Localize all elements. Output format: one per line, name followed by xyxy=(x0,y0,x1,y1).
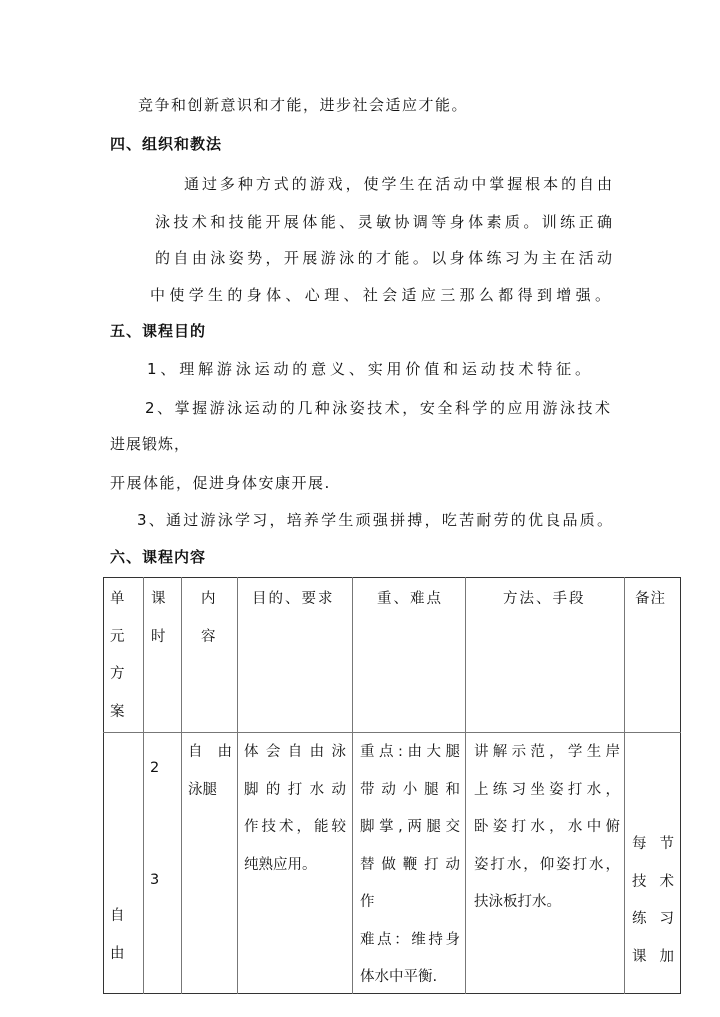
row-note xyxy=(632,826,674,976)
row-method-line: 卧姿打水，水中俯 xyxy=(474,819,620,835)
row-key-line: 体水中平衡. xyxy=(360,969,438,985)
goal-item-2-cont2: 开展体能，促进身体安康开展. xyxy=(110,474,331,492)
divider xyxy=(352,577,353,994)
row-key-line: 替做鞭打动 xyxy=(360,856,460,873)
header-hours-char: 时 xyxy=(151,628,166,645)
header-unit xyxy=(110,581,125,731)
row-goal xyxy=(244,734,346,884)
row-note-line: 课 加 xyxy=(632,948,674,965)
row-goal-line: 纯熟应用。 xyxy=(244,856,317,873)
row-unit xyxy=(110,898,125,973)
row-hours-2: 3 xyxy=(150,872,160,888)
goal-item-2-cont: 进展锻炼， xyxy=(110,435,191,453)
divider xyxy=(143,577,144,994)
header-goal: 目的、要求 xyxy=(252,591,335,607)
section4-line: 的自由泳姿势，开展游泳的才能。以身体练习为主在活动 xyxy=(155,249,612,267)
header-unit-char: 案 xyxy=(110,703,125,720)
section4-heading: 四、组织和教法 xyxy=(110,135,223,153)
row-goal-line: 作技术，能较 xyxy=(244,819,346,835)
row-note-line: 技 术 xyxy=(632,873,674,890)
row-key-line: 作 xyxy=(360,894,375,910)
header-note: 备注 xyxy=(635,591,666,607)
row-unit-char: 由 xyxy=(110,945,125,962)
row-goal-line: 体会自由泳 xyxy=(244,744,346,760)
row-method-line: 扶泳板打水。 xyxy=(474,894,561,910)
row-method-line: 讲解示范，学生岸 xyxy=(474,744,620,760)
divider xyxy=(624,577,625,994)
row-note-line: 练 习 xyxy=(632,911,674,927)
row-key xyxy=(360,734,460,997)
section4-line: 泳技术和技能开展体能、灵敏协调等身体素质。训练正确 xyxy=(155,213,612,231)
header-key: 重、难点 xyxy=(377,591,443,607)
goal-item-2: 2、掌握游泳运动的几种泳姿技术，安全科学的应用游泳技术 xyxy=(145,399,610,417)
header-hours xyxy=(151,581,166,656)
row-key-line: 重点:由大腿 xyxy=(360,744,460,760)
header-content-char: 内 xyxy=(201,591,216,607)
row-key-line: 带动小腿和 xyxy=(360,781,460,798)
row-note-line: 每 节 xyxy=(632,836,674,852)
row-method-line: 上练习坐姿打水， xyxy=(474,781,620,798)
header-content-char: 容 xyxy=(201,628,216,645)
header-unit-char: 方 xyxy=(110,666,125,682)
header-hours-char: 课 xyxy=(151,591,166,607)
divider xyxy=(465,577,466,994)
row-method-line: 姿打水，仰姿打水， xyxy=(474,856,620,873)
header-unit-char: 单 xyxy=(110,591,125,607)
header-content xyxy=(201,581,216,656)
divider xyxy=(237,577,238,994)
divider xyxy=(103,732,681,733)
row-hours-1: 2 xyxy=(150,760,160,776)
section4-line: 通过多种方式的游戏，使学生在活动中掌握根本的自由 xyxy=(184,175,612,193)
intro-tail-text: 竞争和创新意识和才能，进步社会适应才能。 xyxy=(138,96,469,114)
goal-item-3: 3、通过游泳学习，培养学生顽强拼搏，吃苦耐劳的优良品质。 xyxy=(137,511,612,529)
header-unit-char: 元 xyxy=(110,628,125,645)
goal-item-1: 1、理解游泳运动的意义、实用价值和运动技术特征。 xyxy=(147,360,590,378)
divider xyxy=(181,577,182,994)
section5-heading: 五、课程目的 xyxy=(110,322,207,340)
row-content-line: 泳腿 xyxy=(188,781,217,798)
row-key-line: 脚掌,两腿交 xyxy=(360,819,460,835)
section6-heading: 六、课程内容 xyxy=(110,548,207,566)
row-content-line: 自 由 xyxy=(188,744,232,760)
row-key-line: 难点：维持身 xyxy=(360,931,460,948)
section4-line: 中使学生的身体、心理、社会适应三那么都得到增强。 xyxy=(150,286,610,304)
header-method: 方法、手段 xyxy=(503,591,586,607)
row-goal-line: 脚的打水动 xyxy=(244,781,346,798)
row-method xyxy=(474,734,620,922)
row-unit-char: 自 xyxy=(110,908,125,924)
row-content xyxy=(188,734,232,809)
